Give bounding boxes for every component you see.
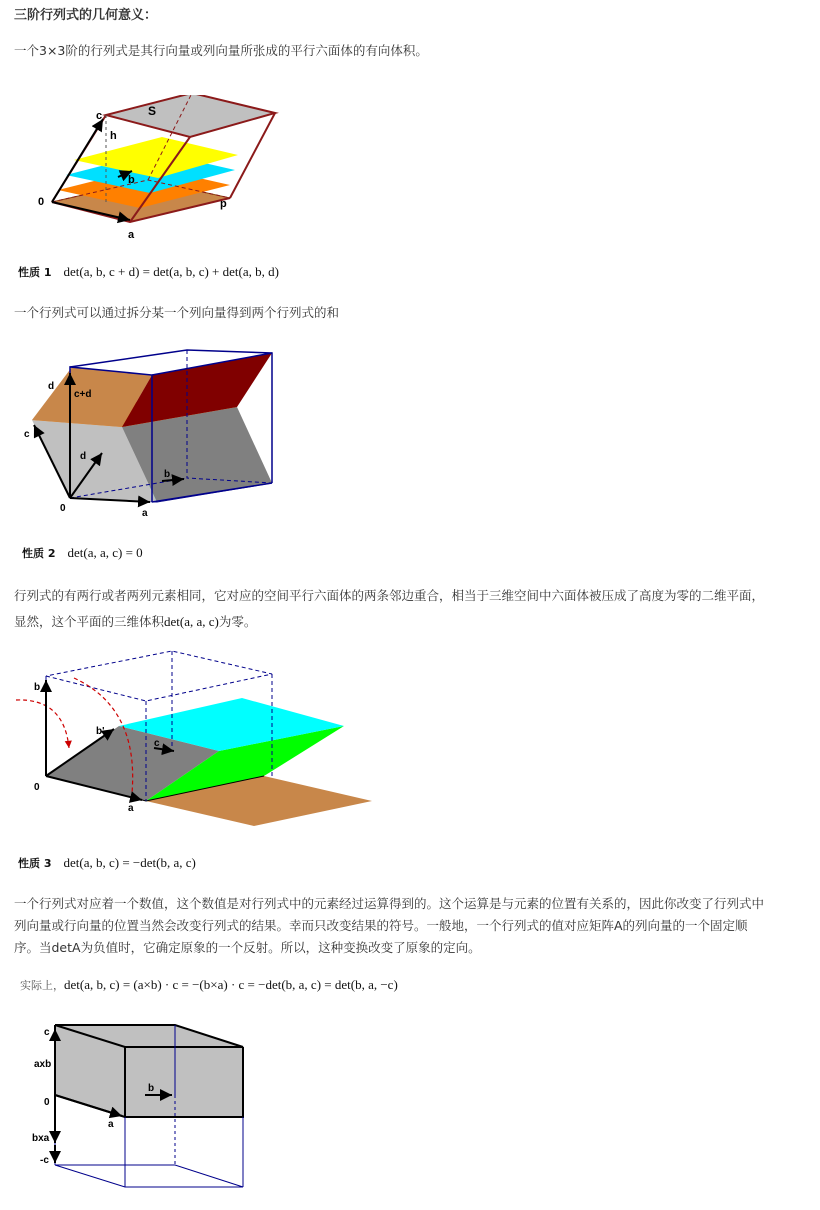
fig3-label-a: a — [128, 803, 134, 814]
fig3-label-c: c — [154, 738, 160, 749]
property-2-text-line-1: 行列式的有两行或者两列元素相同，它对应的空间平行六面体的两条邻边重合，相当于三维空间中六面体被压成了高度为零的二维平面， — [14, 588, 765, 603]
property-2 — [22, 545, 143, 561]
intro-paragraph: 一个3×3阶的行列式是其行向量或列向量所张成的平行六面体的有向体积。 — [14, 43, 428, 58]
figure-degenerate-plane — [14, 648, 379, 833]
fig2-label-cd: c+d — [74, 389, 92, 400]
fig2-label-d2: d — [80, 451, 87, 462]
property-3-formula: det(a, b, c) = −det(b, a, c) — [63, 855, 196, 870]
property-2-formula: det(a, a, c) = 0 — [67, 545, 143, 560]
property-1-label: 性质 1 — [18, 266, 52, 279]
property-3-text-line-1: 一个行列式对应着一个数值，这个数值是对行列式中的元素经过运算得到的。这个运算是与元素的位置有关系的，因此你改变了行列式中 — [14, 896, 765, 911]
fig4-label-b: b — [148, 1083, 155, 1094]
actual-label: 实际上， — [20, 979, 64, 992]
figure-split-column — [22, 345, 282, 520]
fig3-label-bprime: b' — [96, 726, 105, 737]
property-2-inline-formula: det(a, a, c) — [164, 614, 219, 629]
property-1 — [18, 264, 279, 280]
fig1-label-b: b — [128, 174, 135, 186]
property-3-text-line-3: 序。当detA为负值时，它确定原象的一个反射。所以，这种变换改变了原象的定向。 — [14, 940, 481, 955]
fig4-label-0: 0 — [44, 1097, 50, 1108]
property-2-text-part-a: 显然，这个平面的三维体积 — [14, 614, 165, 629]
fig4-label-bxa: bxa — [32, 1133, 50, 1144]
fig2-label-b: b — [164, 469, 171, 480]
property-1-text: 一个行列式可以通过拆分某一个列向量得到两个行列式的和 — [14, 305, 340, 320]
fig1-label-a: a — [128, 229, 135, 241]
fig2-label-a: a — [142, 508, 148, 519]
fig3-label-b: b — [34, 682, 41, 693]
property-2-text-line-2 — [14, 611, 256, 633]
fig3-label-0: 0 — [34, 782, 40, 793]
fig2-label-d: d — [48, 381, 55, 392]
fig4-label-c: c — [44, 1027, 50, 1038]
fig1-label-c: c — [96, 110, 103, 122]
property-3-label: 性质 3 — [18, 857, 52, 870]
figure-orientation-reflection — [30, 1015, 260, 1195]
fig4-label-minus-c: -c — [40, 1155, 49, 1166]
property-1-formula: det(a, b, c + d) = det(a, b, c) + det(a, b, d) — [63, 264, 279, 279]
page-title: 三阶行列式的几何意义： — [14, 8, 158, 23]
actual-formula: det(a, b, c) = (a×b) · c = −(b×a) · c = −det(b, a, c) = det(b, a, −c) — [64, 977, 398, 992]
property-2-text-part-b: 为零。 — [218, 614, 257, 629]
fig2-label-c: c — [24, 429, 30, 440]
fig4-label-a: a — [108, 1119, 114, 1130]
property-3-text-line-2: 列向量或行向量的位置当然会改变行列式的结果。幸而只改变结果的符号。一般地，一个行列式的值对应矩阵A的列向量的一个固定顺 — [14, 918, 748, 933]
fig4-label-axb: axb — [34, 1059, 52, 1070]
fig2-label-0: 0 — [60, 503, 66, 514]
figure-parallelepiped-volume — [30, 95, 290, 245]
property-3 — [18, 855, 196, 871]
fig1-label-h: h — [110, 130, 117, 142]
fig1-label-p: p — [220, 198, 227, 210]
property-2-label: 性质 2 — [22, 547, 56, 560]
fig1-label-S: S — [148, 104, 157, 118]
actual-formula-line — [20, 977, 398, 993]
fig1-label-0: 0 — [38, 196, 45, 208]
